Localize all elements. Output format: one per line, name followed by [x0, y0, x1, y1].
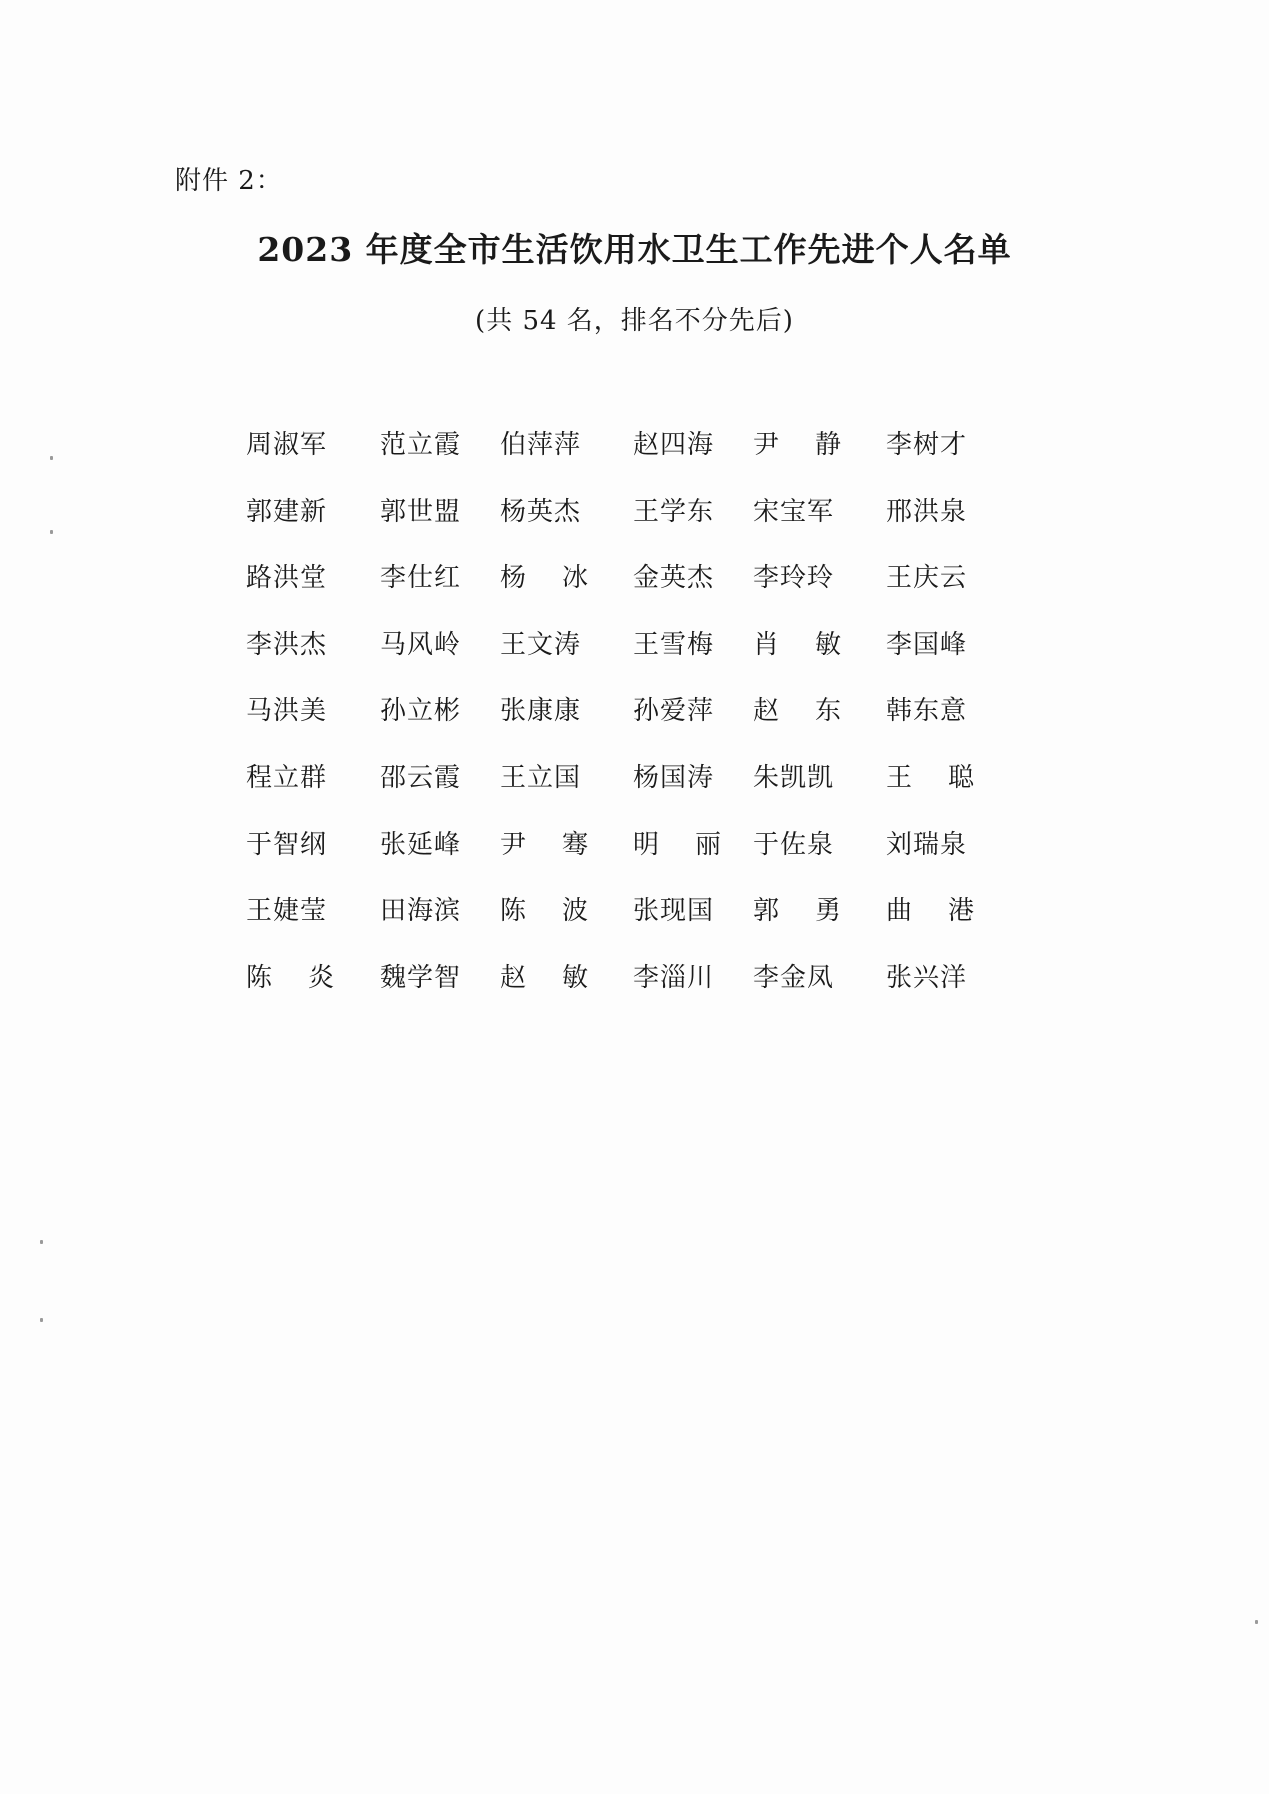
name-entry: 王庆云 [886, 563, 968, 594]
name-entry: 孙立彬 [380, 696, 462, 727]
name-entry: 于智纲 [246, 829, 328, 860]
name-list-grid [246, 424, 986, 1023]
name-entry: 路洪堂 [246, 563, 328, 594]
document-subtitle: (共 54 名，排名不分先后) [475, 306, 794, 336]
name-entry: 郭建新 [246, 496, 328, 527]
name-entry: 杨英杰 [500, 496, 582, 527]
name-entry: 李树才 [886, 430, 968, 460]
name-entry: 范立霞 [380, 430, 462, 460]
name-entry: 王学东 [633, 496, 715, 527]
name-entry: 王婕莹 [246, 896, 328, 927]
name-entry: 郭世盟 [380, 496, 462, 527]
name-entry: 周淑军 [246, 430, 328, 460]
name-entry: 金英杰 [633, 563, 715, 594]
scan-speck [1255, 1620, 1258, 1624]
name-entry: 杨国涛 [633, 762, 715, 793]
name-entry: 李淄川 [633, 962, 715, 993]
scan-speck [40, 1318, 43, 1322]
name-entry: 田海滨 [380, 896, 462, 927]
name-entry: 王立国 [500, 762, 582, 793]
name-entry: 尹 静 [753, 430, 841, 460]
name-entry: 邵云霞 [380, 762, 462, 793]
name-entry: 刘瑞泉 [886, 829, 968, 860]
name-entry: 马风岭 [380, 629, 462, 660]
name-entry: 张现国 [633, 896, 715, 927]
name-entry: 孙爱萍 [633, 696, 715, 727]
name-entry: 马洪美 [246, 696, 328, 727]
name-entry: 魏学智 [380, 962, 462, 993]
name-entry: 朱凯凯 [753, 762, 835, 793]
name-entry: 陈 炎 [246, 962, 334, 993]
name-entry: 伯萍萍 [500, 430, 582, 460]
name-entry: 张延峰 [380, 829, 462, 860]
name-entry: 曲 港 [886, 896, 974, 927]
name-entry: 杨 冰 [500, 563, 588, 594]
name-entry: 尹 骞 [500, 829, 588, 860]
name-entry: 郭 勇 [753, 896, 841, 927]
name-entry: 张兴洋 [886, 962, 968, 993]
scan-speck [50, 530, 53, 534]
name-entry: 陈 波 [500, 896, 588, 927]
name-entry: 明 丽 [633, 829, 721, 860]
name-entry: 张康康 [500, 696, 582, 727]
name-entry: 王雪梅 [633, 629, 715, 660]
name-entry: 宋宝军 [753, 496, 835, 527]
name-entry: 赵 敏 [500, 962, 588, 993]
name-entry: 程立群 [246, 762, 328, 793]
name-entry: 李仕红 [380, 563, 462, 594]
name-entry: 肖 敏 [753, 629, 841, 660]
name-entry: 于佐泉 [753, 829, 835, 860]
document-title: 2023 年度全市生活饮用水卫生工作先进个人名单 [257, 230, 1012, 269]
name-entry: 王 聪 [886, 762, 974, 793]
name-entry: 李洪杰 [246, 629, 328, 660]
name-entry: 李国峰 [886, 629, 968, 660]
scan-speck [50, 456, 53, 460]
attachment-label: 附件 2： [175, 166, 283, 196]
name-entry: 赵四海 [633, 430, 715, 460]
name-entry: 韩东意 [886, 696, 968, 727]
name-entry: 李玲玲 [753, 563, 835, 594]
scan-speck [40, 1240, 43, 1244]
name-entry: 李金凤 [753, 962, 835, 993]
name-entry: 赵 东 [753, 696, 841, 727]
name-entry: 邢洪泉 [886, 496, 968, 527]
name-entry: 王文涛 [500, 629, 582, 660]
